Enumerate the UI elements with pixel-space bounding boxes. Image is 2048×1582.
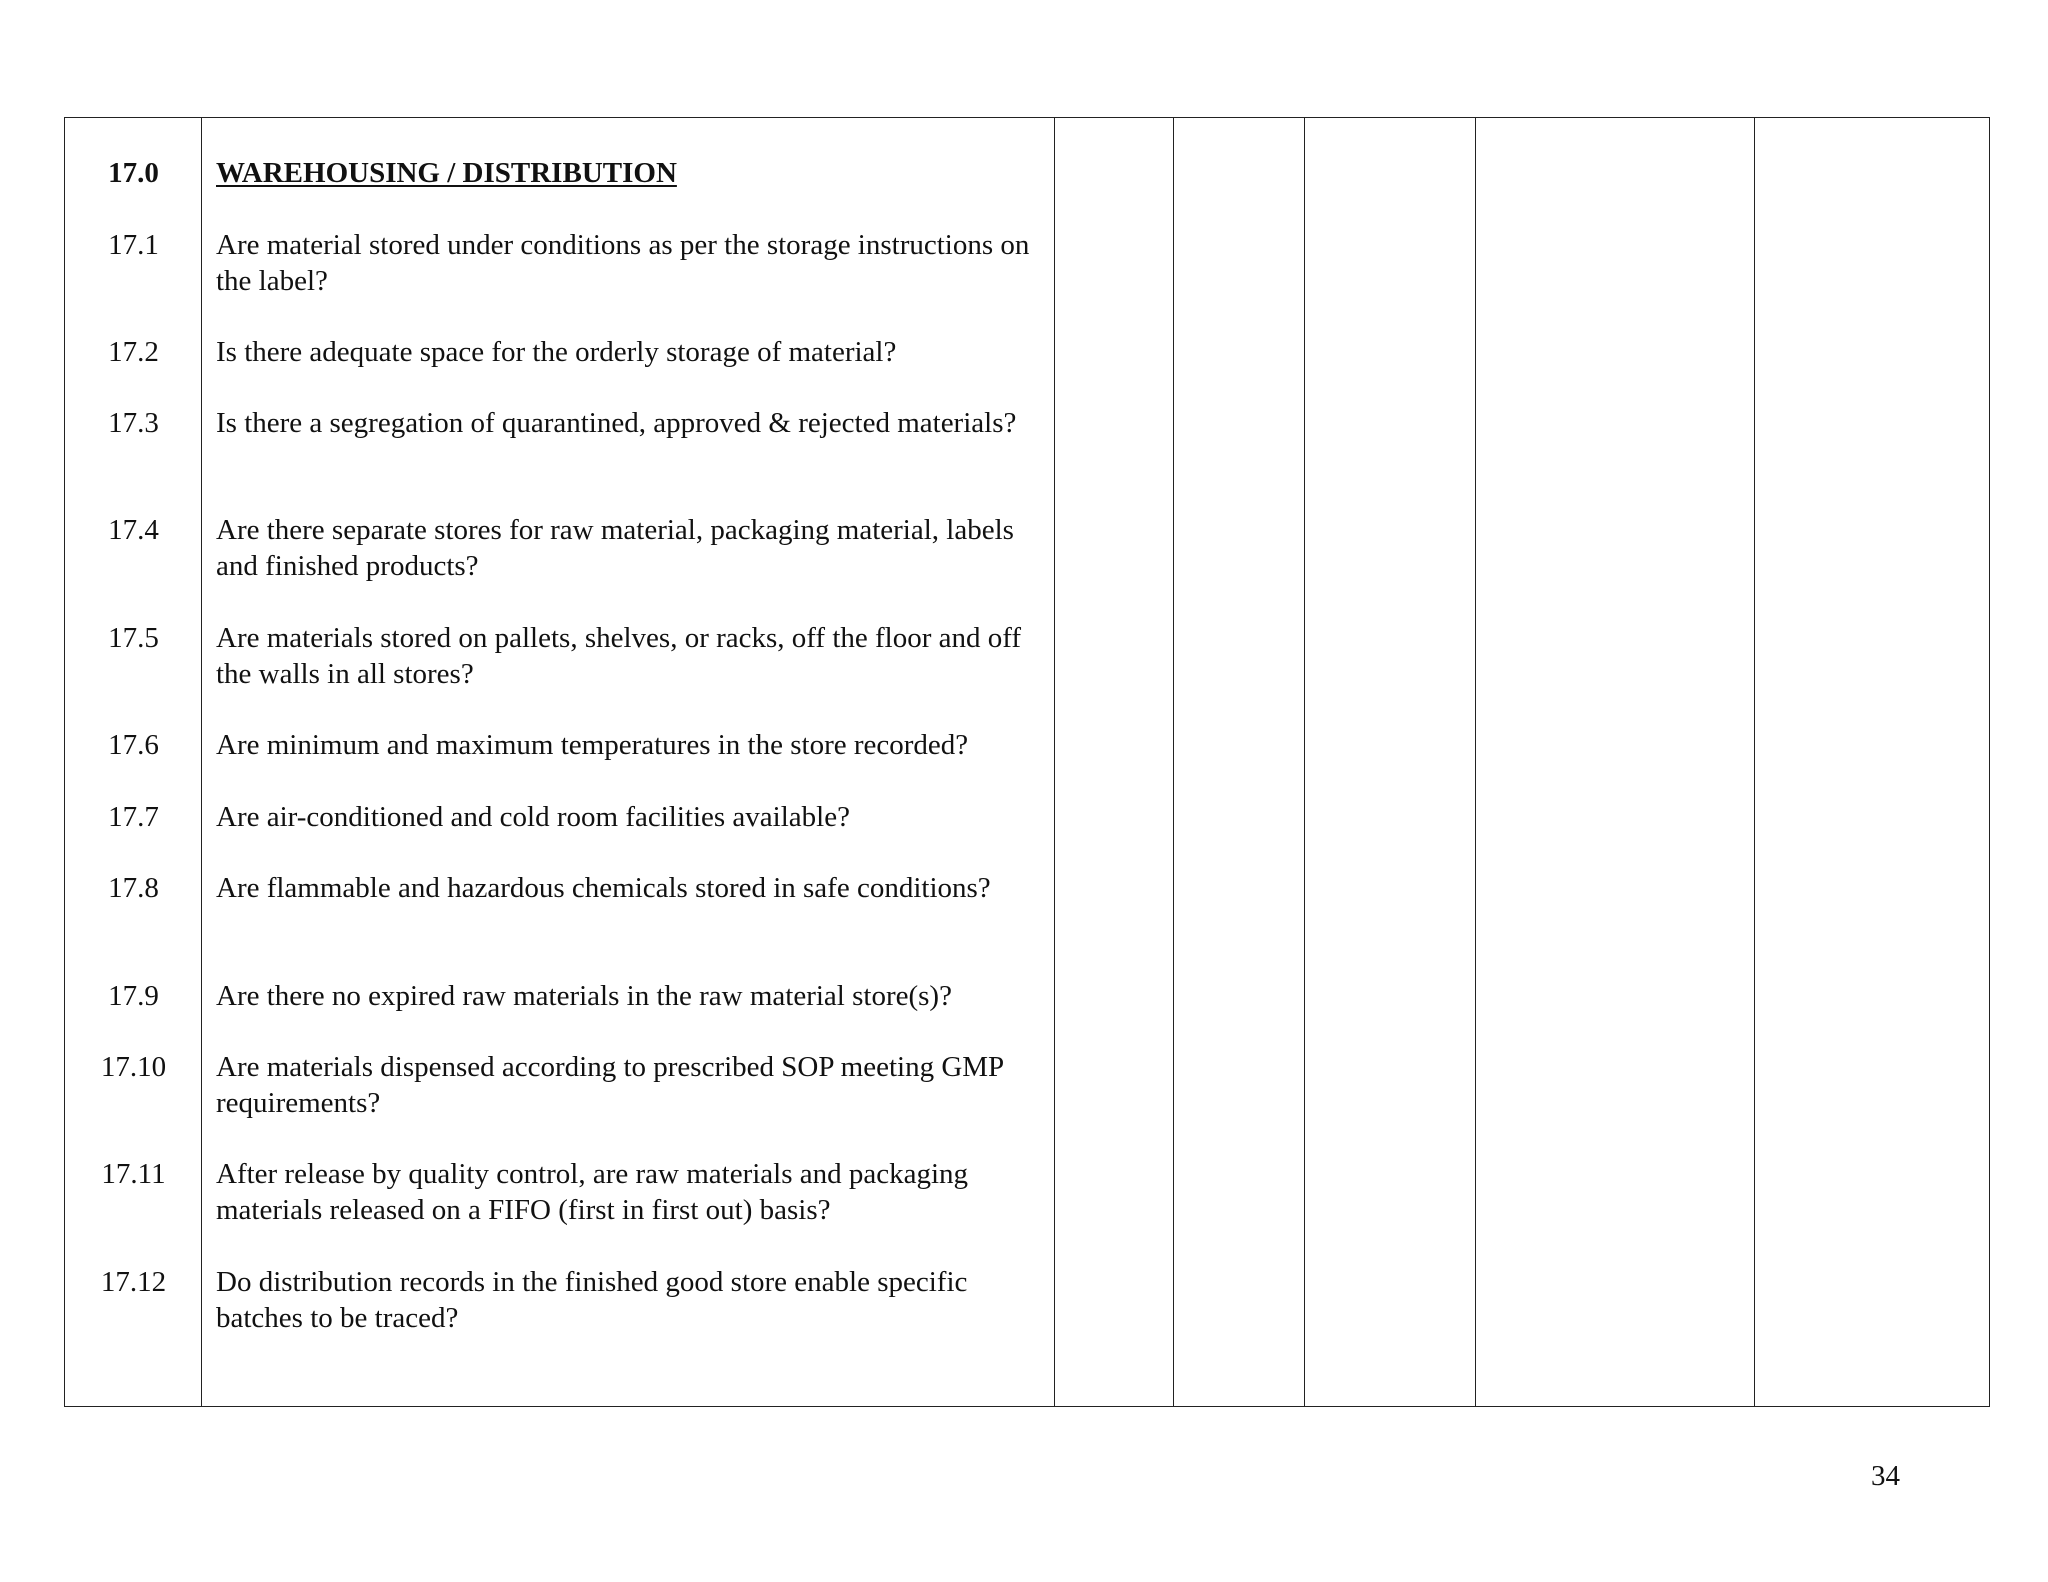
column-divider-response-1	[1173, 117, 1174, 1407]
item-question: Is there adequate space for the orderly storage of material?	[216, 336, 897, 368]
column-divider-response-3	[1475, 117, 1476, 1407]
item-number: 17.6	[108, 729, 159, 761]
section-title: WAREHOUSING / DISTRIBUTION	[216, 157, 677, 189]
item-question: Do distribution records in the finished good store enable specific batches to be traced?	[216, 1266, 968, 1334]
item-number: 17.9	[108, 980, 159, 1012]
column-divider-response-2	[1304, 117, 1305, 1407]
item-question: Are material stored under conditions as per the storage instructions on the label?	[216, 229, 1030, 297]
item-question: Are air-conditioned and cold room facilities available?	[216, 801, 850, 833]
item-question: Are flammable and hazardous chemicals stored in safe conditions?	[216, 872, 991, 904]
item-question: Are there no expired raw materials in the raw material store(s)?	[216, 980, 952, 1012]
item-number: 17.2	[108, 336, 159, 368]
column-divider-number	[201, 117, 202, 1407]
item-number: 17.12	[100, 1266, 167, 1298]
item-number: 17.3	[108, 407, 159, 439]
item-number: 17.1	[108, 229, 159, 261]
item-question: Are materials dispensed according to prescribed SOP meeting GMP requirements?	[216, 1051, 1004, 1119]
item-number: 17.11	[101, 1158, 166, 1190]
item-number: 17.7	[108, 801, 159, 833]
section-number: 17.0	[108, 157, 159, 189]
item-number: 17.8	[108, 872, 159, 904]
item-number: 17.4	[108, 514, 159, 546]
column-divider-response-4	[1754, 117, 1755, 1407]
item-question: Are there separate stores for raw material, packaging material, labels and finished products?	[216, 514, 1014, 582]
item-number: 17.10	[100, 1051, 167, 1083]
item-number: 17.5	[108, 622, 159, 654]
item-question: Are minimum and maximum temperatures in the store recorded?	[216, 729, 969, 761]
page-number: 34	[1871, 1460, 1900, 1492]
item-question: Are materials stored on pallets, shelves, or racks, off the floor and off the walls in all stores?	[216, 622, 1022, 690]
item-question: Is there a segregation of quarantined, approved & rejected materials?	[216, 407, 1017, 439]
item-question: After release by quality control, are raw materials and packaging materials released on a FIFO (first in first out) basis?	[216, 1158, 969, 1226]
